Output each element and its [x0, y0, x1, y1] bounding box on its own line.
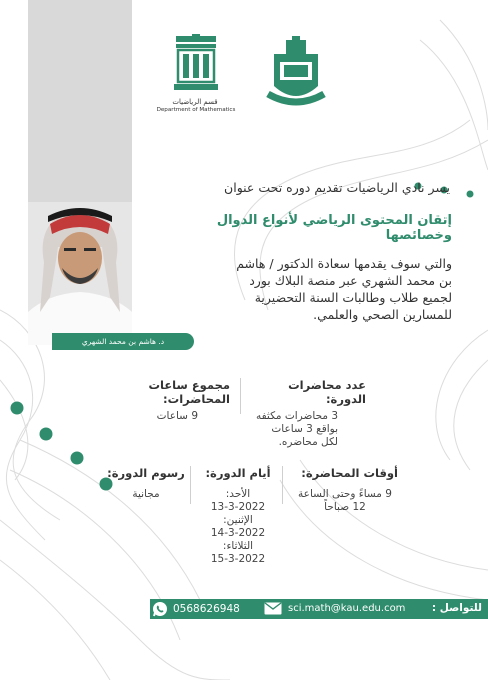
department-name-english: Department of Mathematics	[156, 107, 236, 113]
divider	[240, 378, 241, 414]
day-name: الثلاثاء:	[222, 540, 254, 552]
presenter-caption: د. هاشم بن محمد الشهري	[52, 333, 194, 350]
course-title: إتقان المحتوى الرياضي لأنواع الدوال وخصائصها	[216, 213, 452, 243]
day-name: الإثنين:	[223, 514, 253, 526]
divider	[282, 466, 283, 504]
mail-icon	[264, 602, 282, 615]
course-days-label: أيام الدورة:	[205, 466, 271, 480]
day-date: 14-3-2022	[210, 527, 266, 539]
lectures-count-label: عدد محاضرات الدورة:	[288, 378, 366, 406]
lecture-times-block	[292, 466, 398, 514]
divider	[190, 466, 191, 504]
course-fees-value: مجانية	[132, 488, 160, 500]
total-hours-block	[88, 378, 230, 423]
presenter-photo	[28, 202, 132, 345]
lecture-times-value: 9 مساءً وحتى الساعة 12 صباحاً	[298, 488, 392, 513]
lecture-times-label: أوقات المحاضرة:	[301, 466, 398, 480]
university-emblem	[266, 36, 326, 110]
total-hours-label: مجموع ساعات المحاضرات:	[148, 378, 230, 406]
department-name-arabic: قسم الرياضيات	[172, 98, 218, 106]
intro-text: يسر نادي الرياضيات تقديم دوره تحت عنوان	[224, 180, 450, 195]
lectures-count-block	[254, 378, 366, 449]
course-days-block	[198, 466, 278, 566]
contact-label: للتواصل :	[431, 602, 482, 614]
day-date: 15-3-2022	[210, 553, 266, 565]
course-fees-label: رسوم الدورة:	[107, 466, 185, 480]
contact-phone[interactable]: 0568626948	[173, 603, 240, 615]
dot	[467, 191, 474, 198]
total-hours-value: 9 ساعات	[156, 410, 198, 422]
whatsapp-icon	[152, 601, 168, 617]
day-name: الأحد:	[225, 488, 251, 500]
contact-bar	[150, 599, 488, 619]
lectures-count-value: 3 محاضرات مكثفه بواقع 3 ساعات لكل محاضره.	[255, 410, 338, 448]
math-department-logo	[172, 34, 220, 94]
course-fees-block	[106, 466, 186, 501]
day-date: 13-3-2022	[210, 501, 266, 513]
dot	[40, 428, 53, 441]
dot	[11, 402, 24, 415]
dot	[71, 452, 84, 465]
course-description: والتي سوف يقدمها سعادة الدكتور / هاشم بن محمد الشهري عبر منصة البلاك بورد لجميع طلاب وطالبات السنة التحضيرية للمسارين الصحي والعلمي.	[236, 256, 452, 322]
contact-email[interactable]: sci.math@kau.edu.com	[288, 603, 406, 614]
